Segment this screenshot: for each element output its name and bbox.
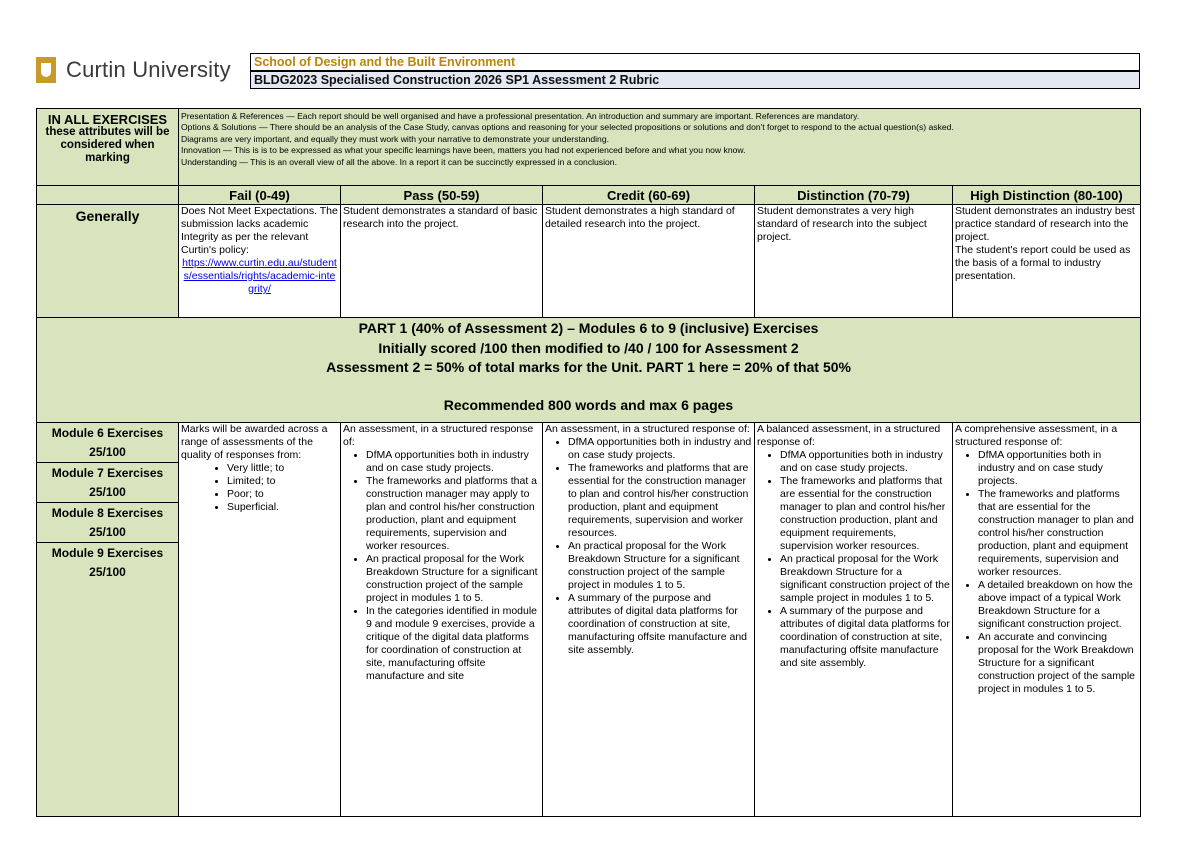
response-list bbox=[545, 436, 752, 657]
module-list bbox=[37, 423, 179, 817]
module-8-block bbox=[37, 503, 178, 543]
response-item: • A detailed breakdown on how the above impact of a typical Work Breakdown Structure for a significant construction project. bbox=[978, 579, 1138, 631]
marking-criteria bbox=[179, 109, 1141, 186]
module-score: 25/100 bbox=[89, 525, 126, 539]
grade-high-distinction: High Distinction (80-100) bbox=[953, 186, 1141, 205]
response-item: • The frameworks and platforms that a construction manager may apply to plan and control his/her construction production, plant and equipment requirements, supervision and worker resources. bbox=[366, 475, 540, 553]
criterion-item: Understanding — This is an overall view of all the above. In a report it can be succinctly expressed in a conclusion. bbox=[181, 156, 617, 167]
all-exercises-heading: IN ALL EXERCISES bbox=[47, 112, 168, 127]
part1-row bbox=[37, 318, 1141, 423]
response-item: • The frameworks and platforms that are essential for the construction manager to plan and control his/her construction production, plant and equipment requirements, supervision and worker resources. bbox=[568, 462, 752, 540]
response-list bbox=[343, 449, 540, 683]
criterion-item: Options & Solutions — There should be an analysis of the Case Study, canvas options and reasoning for your selected propositions or solutions and don't forget to respond to the actual question(s) asked. bbox=[181, 122, 954, 133]
response-intro: An assessment, in a structured response of: bbox=[545, 423, 750, 435]
response-item: • DfMA opportunities both in industry and on case study projects. bbox=[366, 449, 540, 475]
module-name: Module 7 Exercises bbox=[51, 466, 164, 480]
all-exercises-subheading: these attributes will be considered when marking bbox=[45, 126, 170, 164]
response-intro: Marks will be awarded across a range of assessments of the quality of responses from: bbox=[181, 423, 328, 461]
response-item: • An practical proposal for the Work Breakdown Structure for a significant construction project of the sample project in modules 1 to 5. bbox=[780, 553, 950, 605]
academic-integrity-link[interactable]: https://www.curtin.edu.au/students/essentials/rights/academic-integrity/ bbox=[182, 257, 337, 295]
response-item: • DfMA opportunities both in industry and on case study projects. bbox=[568, 436, 752, 462]
part1-scoring: Initially scored /100 then modified to /40 / 100 for Assessment 2 bbox=[378, 339, 799, 356]
logo-text: Curtin University bbox=[66, 57, 231, 82]
response-intro: A comprehensive assessment, in a structured response of: bbox=[955, 423, 1118, 448]
response-list bbox=[181, 462, 338, 514]
module-name: Module 8 Exercises bbox=[51, 506, 164, 520]
module-9-block bbox=[37, 543, 178, 582]
response-item: • Superficial. bbox=[227, 501, 338, 514]
school-name: School of Design and the Built Environment bbox=[250, 53, 1140, 71]
module-score: 25/100 bbox=[89, 565, 126, 579]
part1-title: PART 1 (40% of Assessment 2) – Modules 6 to 9 (inclusive) Exercises bbox=[358, 320, 819, 336]
document-header bbox=[36, 52, 1140, 92]
course-title: BLDG2023 Specialised Construction 2026 SP1 Assessment 2 Rubric bbox=[250, 71, 1140, 89]
rubric-table bbox=[36, 108, 1141, 817]
response-item: • Limited; to bbox=[227, 475, 338, 488]
response-item: • A summary of the purpose and attributes of digital data platforms for coordination of construction at site, manufacturing offsite manufacture and site assembly. bbox=[780, 605, 950, 670]
hd-text-1: Student demonstrates an industry best practice standard of research into the project. bbox=[955, 205, 1135, 243]
all-exercises-label bbox=[37, 109, 179, 186]
generally-fail bbox=[179, 205, 341, 318]
module-6-block bbox=[37, 423, 178, 463]
response-intro: A balanced assessment, in a structured response of: bbox=[757, 423, 941, 448]
grade-pass: Pass (50-59) bbox=[341, 186, 543, 205]
response-item: • An practical proposal for the Work Breakdown Structure for a significant construction project of the sample project in modules 1 to 5. bbox=[568, 540, 752, 592]
generally-label: Generally bbox=[37, 205, 179, 318]
part1-weighting: Assessment 2 = 50% of total marks for the Unit. PART 1 here = 20% of that 50% bbox=[326, 359, 851, 375]
grade-header-blank bbox=[37, 186, 179, 205]
fail-text: Does Not Meet Expectations. The submission lacks academic Integrity as per the relevant Curtin's policy: bbox=[181, 205, 338, 256]
modules-row bbox=[37, 423, 1141, 817]
grade-distinction: Distinction (70-79) bbox=[755, 186, 953, 205]
generally-pass: Student demonstrates a standard of basic research into the project. bbox=[341, 205, 543, 318]
all-exercises-row bbox=[37, 109, 1141, 186]
module-fail-cell bbox=[179, 423, 341, 817]
response-item: • Very little; to bbox=[227, 462, 338, 475]
grade-credit: Credit (60-69) bbox=[543, 186, 755, 205]
crest-icon bbox=[36, 57, 56, 83]
module-pass-cell bbox=[341, 423, 543, 817]
hd-text-2: The student's report could be used as the basis of a formal to industry presentation. bbox=[955, 244, 1131, 282]
response-item: • The frameworks and platforms that are essential for the construction manager to plan and control his/her construction production, plant and equipment requirements, supervision worker resources. bbox=[780, 475, 950, 553]
grade-fail: Fail (0-49) bbox=[179, 186, 341, 205]
generally-high-distinction bbox=[953, 205, 1141, 318]
module-score: 25/100 bbox=[89, 445, 126, 459]
response-item: • In the categories identified in module 9 and module 9 exercises, provide a critique of the digital data platforms for coordination of construction at site, manufacturing offsite manufacture and site bbox=[366, 605, 540, 683]
part1-banner bbox=[37, 318, 1141, 423]
module-distinction-cell bbox=[755, 423, 953, 817]
response-item: • An practical proposal for the Work Breakdown Structure for a significant construction project of the sample project in modules 1 to 5. bbox=[366, 553, 540, 605]
response-item: • An accurate and convincing proposal for the Work Breakdown Structure for a significant construction project of the sample project in modules 1 to 5. bbox=[978, 631, 1138, 696]
generally-row bbox=[37, 205, 1141, 318]
response-intro: An assessment, in a structured response of: bbox=[343, 423, 534, 448]
criterion-item: Presentation & References — Each report should be well organised and have a professional presentation. An introduction and summary are important. References are mandatory. bbox=[181, 111, 860, 121]
module-name: Module 9 Exercises bbox=[51, 546, 164, 560]
response-item: • DfMA opportunities both in industry and on case study projects. bbox=[978, 449, 1138, 488]
generally-credit: Student demonstrates a high standard of detailed research into the project. bbox=[543, 205, 755, 318]
criterion-item: Diagrams are very important, and equally they must work with your narrative to demonstrate your understanding. bbox=[181, 133, 609, 144]
response-item: • A summary of the purpose and attributes of digital data platforms for coordination of construction at site, manufacturing offsite manufacture and site assembly. bbox=[568, 592, 752, 657]
module-score: 25/100 bbox=[89, 485, 126, 499]
module-7-block bbox=[37, 463, 178, 503]
module-credit-cell bbox=[543, 423, 755, 817]
grade-header-row bbox=[37, 186, 1141, 205]
part1-word-limit: Recommended 800 words and max 6 pages bbox=[443, 396, 734, 413]
generally-distinction: Student demonstrates a very high standard of research into the subject project. bbox=[755, 205, 953, 318]
module-hd-cell bbox=[953, 423, 1141, 817]
response-list bbox=[955, 449, 1138, 696]
module-name: Module 6 Exercises bbox=[51, 426, 164, 440]
curtin-logo bbox=[36, 53, 248, 87]
response-item: • Poor; to bbox=[227, 488, 338, 501]
response-item: • The frameworks and platforms that are essential for the construction manager to plan and control his/her construction production, plant and equipment requirements, supervision and worker resources. bbox=[978, 488, 1138, 579]
response-list bbox=[757, 449, 950, 670]
response-item: • DfMA opportunities both in industry and on case study projects. bbox=[780, 449, 950, 475]
criterion-item: Innovation — This is is to be expressed as what your specific learnings have been, matters you had not experienced before and what you now know. bbox=[181, 145, 746, 156]
